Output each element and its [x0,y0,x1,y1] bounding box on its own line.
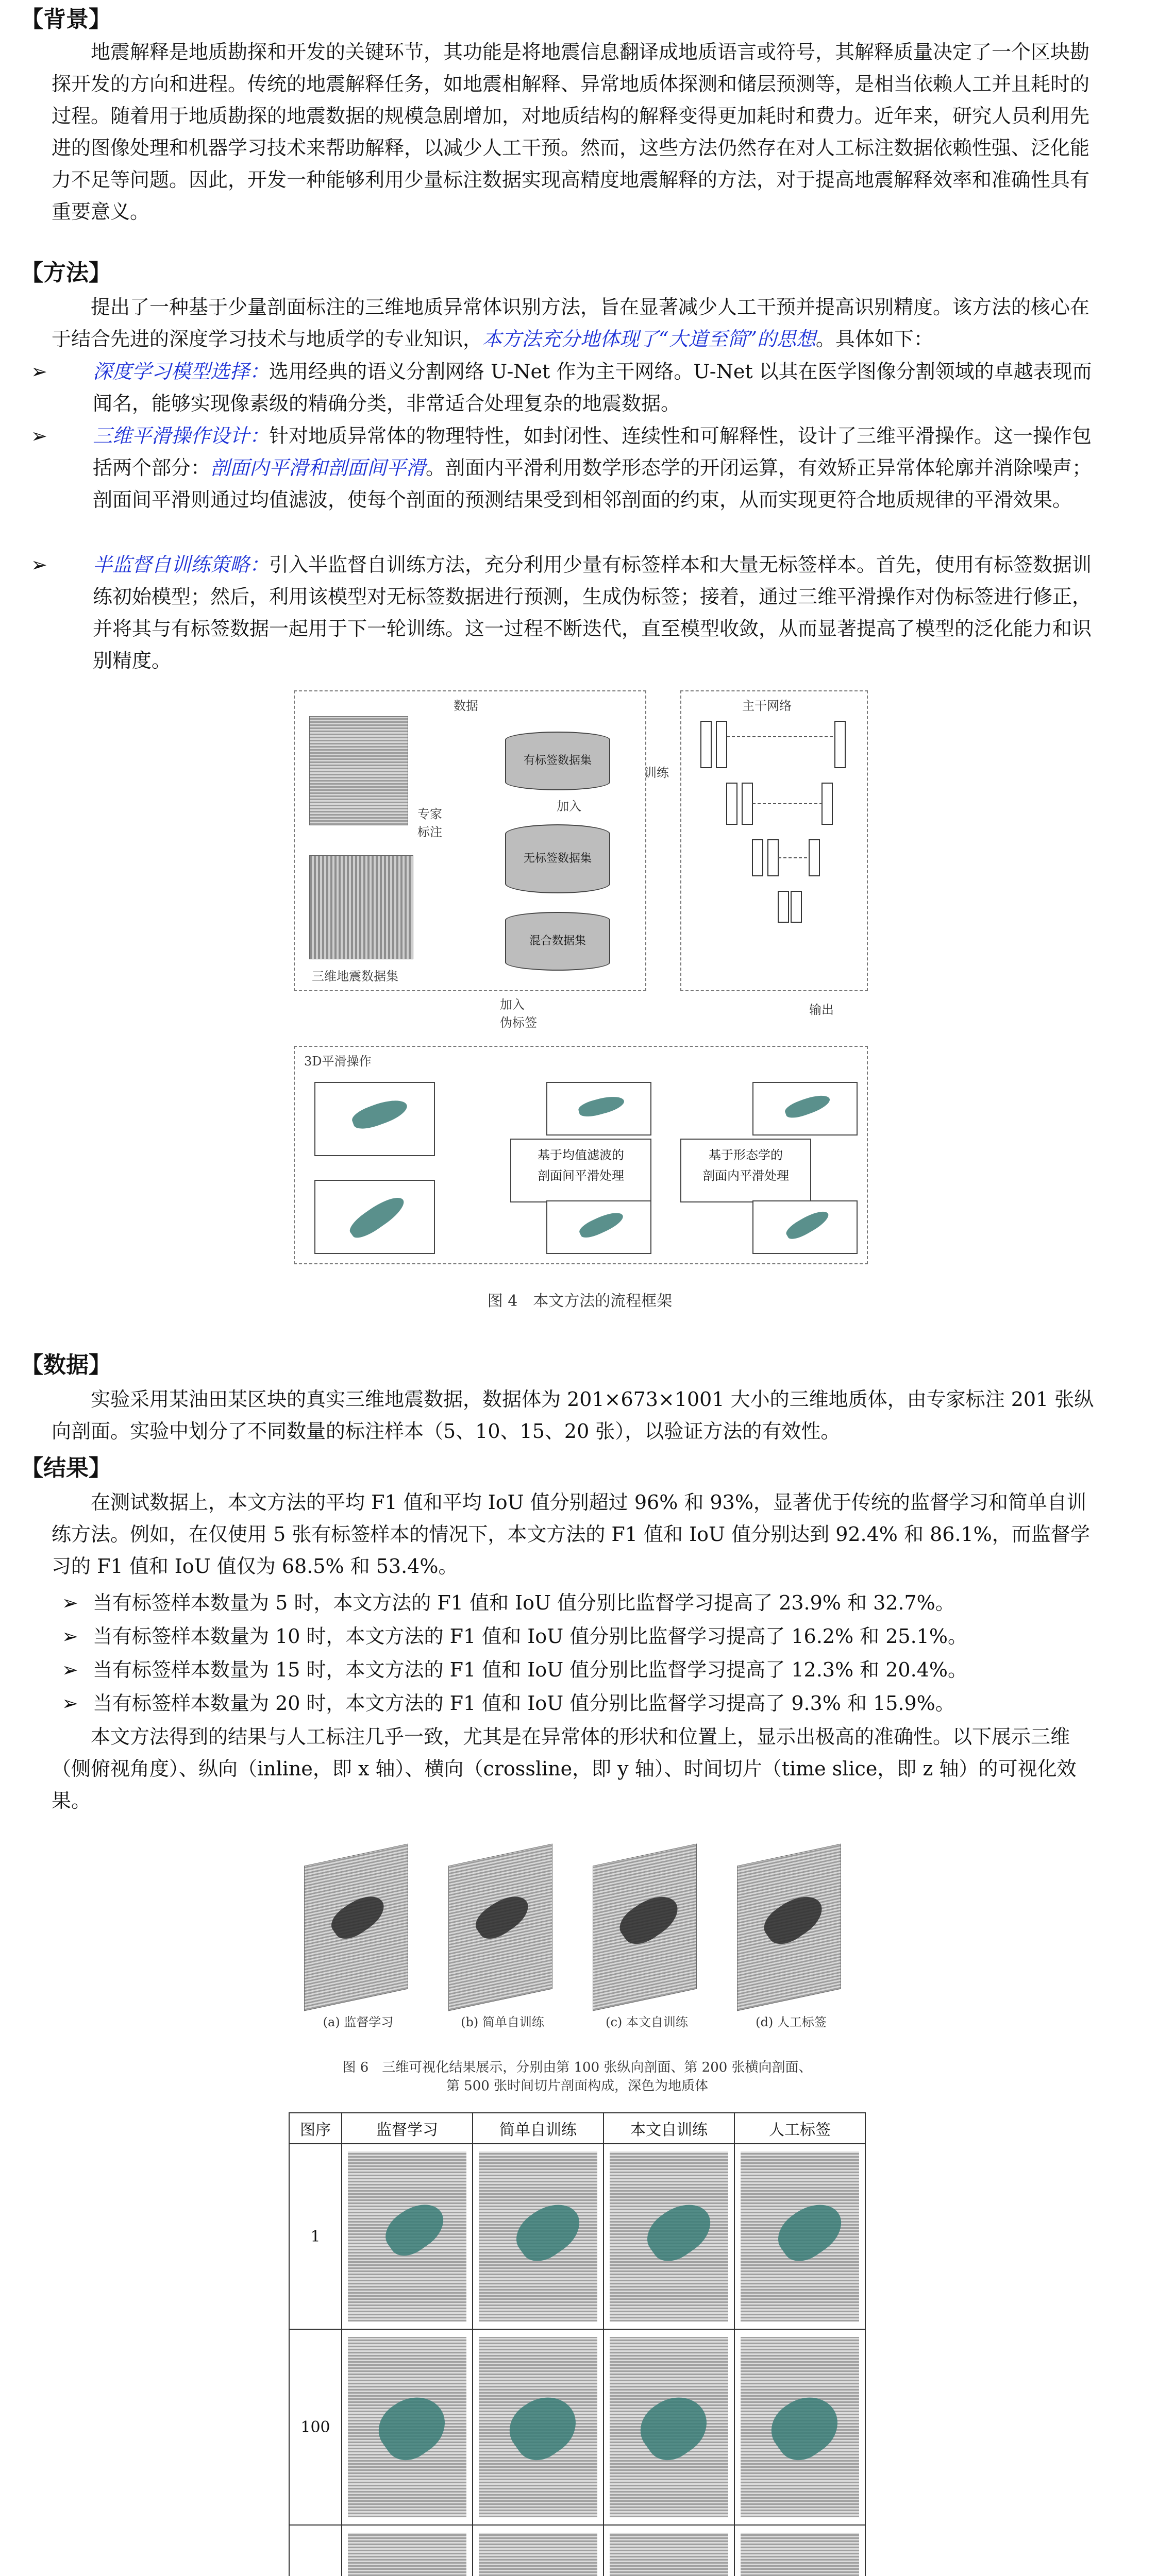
arrow-icon: ➢ [31,553,47,576]
arrow-icon: ➢ [31,360,47,383]
figure-6 [289,1834,866,2056]
figure-6-caption: 图 6 三维可视化结果展示，分别由第 100 张纵向剖面、第 200 张横向剖面、 第 500 张时间切片剖面构成，深色为地质体 [342,2060,812,2094]
fig6-subcaption-a: (a) 监督学习 [323,2015,394,2029]
arrow-icon: ➢ [62,1692,78,1715]
table-row [289,2525,865,2576]
pred-box-4 [546,1200,651,1254]
results-bullet-2: ➢ 当有标签样本数量为 10 时，本文方法的 F1 值和 IoU 值分别比监督学习提高了 16.2% 和 25.1%。 [62,1620,1103,1652]
unlabeled-dataset: 无标签数据集 [505,824,610,893]
arrow-icon: ➢ [62,1658,78,1681]
fig9-header: 人工标签 [734,2113,865,2144]
arrow-icon: ➢ [31,425,47,447]
results-bullet-3: ➢ 当有标签样本数量为 15 时，本文方法的 F1 值和 IoU 值分别比监督学习提高了 12.3% 和 20.4%。 [62,1654,1103,1686]
fig6-panel-b [438,1844,567,2009]
seismic-slice [309,716,408,825]
expert-label: 专家 标注 [417,807,442,839]
fig6-panel-d [727,1844,856,2009]
figure-4-flowchart [289,685,871,1273]
add-label: 加入 [557,799,581,814]
method-bullet-3: ➢ 半监督自训练策略：引入半监督自训练方法，充分利用少量有标签样本和大量无标签样本。首先，使用有标签数据训练初始模型；然后，利用该模型对无标签数据进行预测，生成伪标签；接着，通过三维平滑操作对伪标签进行修正，并将其与有标签数据一起用于下一轮训练。这一过程不断迭代，直至模型收敛，从而显著提高了模型的泛化能力和识别精度。 [62,549,1103,676]
intra-slice-box: 基于形态学的 剖面内平滑处理 [680,1139,811,1202]
data-header: 【数据】 [21,1352,111,1378]
figure-9-table [289,2112,866,2576]
method-header: 【方法】 [21,260,111,286]
results-text-1: 在测试数据上，本文方法的平均 F1 值和平均 IoU 值分别超过 96% 和 93%，显著优于传统的监督学习和简单自训练方法。例如，在仅使用 5 张有标签样本的情况下，本文方法的 F1 值和 IoU 值分别达到 92.4% 和 86.1%，而监督学习的 F1 值和 IoU 值仅为 68.5% 和 53.4%。 [52,1491,1090,1578]
fig9-header: 简单自训练 [473,2113,603,2144]
add-pseudo-label: 加入 伪标签 [500,997,537,1030]
fig6-subcaption-d: (d) 人工标签 [756,2015,827,2029]
fig6-subcaption-c: (c) 本文自训练 [606,2015,688,2029]
arrow-icon: ➢ [62,1591,78,1614]
figure-4-caption: 图 4 本文方法的流程框架 [487,1292,673,1310]
table-row: 1 [289,2144,865,2329]
fig6-subcaption-b: (b) 简单自训练 [461,2015,544,2029]
highlight-text: 本方法充分地体现了“大道至简”的思想 [482,328,816,350]
unet-diagram [696,716,850,974]
fig6-panel-a [294,1844,423,2009]
method-bullet-1: ➢ 深度学习模型选择：选用经典的语义分割网络 U-Net 作为主干网络。U-Net 以其在医学图像分割领域的卓越表现而闻名，能够实现像素级的精确分类，非常适合处理复杂的地震数据。 [62,355,1103,419]
seismic-volume [309,855,413,959]
results-text-2: 本文方法得到的结果与人工标注几乎一致，尤其是在异常体的形状和位置上，显示出极高的准确性。以下展示三维（侧俯视角度）、纵向（inline，即 x 轴）、横向（crossline，即 y 轴）、时间切片（time slice，即 z 轴）的可视化效果。 [52,1725,1077,1812]
pred-box-6 [752,1200,858,1254]
results-bullet-1: ➢ 当有标签样本数量为 5 时，本文方法的 F1 值和 IoU 值分别比监督学习提高了 23.9% 和 32.7%。 [62,1587,1103,1619]
labeled-dataset: 有标签数据集 [505,732,610,790]
train-label: 训练 [644,766,669,780]
method-intro: 提出了一种基于少量剖面标注的三维地质异常体识别方法，旨在显著减少人工干预并提高识别精度。该方法的核心在于结合先进的深度学习技术与地质学的专业知识，本方法充分地体现了“大道至简”的思想。具体如下： [52,296,1090,350]
fig9-header: 本文自训练 [603,2113,734,2144]
arrow-icon: ➢ [62,1625,78,1648]
table-row: 100 [289,2329,865,2525]
smooth-label: 3D平滑操作 [304,1054,372,1069]
pred-box-5 [752,1082,858,1136]
data-label: 数据 [454,699,478,713]
fig9-header: 图序 [289,2113,342,2144]
background-header: 【背景】 [21,6,111,32]
method-bullet-2: ➢ 三维平滑操作设计：针对地质异常体的物理特性，如封闭性、连续性和可解释性，设计了三维平滑操作。这一操作包括两个部分：剖面内平滑和剖面间平滑。剖面内平滑利用数学形态学的开闭运算，有效矫正异常体轮廓并消除噪声；剖面间平滑则通过均值滤波，使每个剖面的预测结果受到相邻剖面的约束，从而实现更符合地质规律的平滑效果。 [62,420,1103,516]
output-label: 输出 [809,1003,834,1017]
inter-slice-box: 基于均值滤波的 剖面间平滑处理 [510,1139,651,1202]
fig6-panel-c [582,1844,711,2009]
volume-label: 三维地震数据集 [312,969,398,984]
mixed-dataset: 混合数据集 [505,912,610,971]
data-text: 实验采用某油田某区块的真实三维地震数据，数据体为 201×673×1001 大小的三维地质体，由专家标注 201 张纵向剖面。实验中划分了不同数量的标注样本（5、10、15、20 张），以验证方法的有效性。 [52,1388,1094,1443]
background-text: 地震解释是地质勘探和开发的关键环节，其功能是将地震信息翻译成地质语言或符号，其解释质量决定了一个区块勘探开发的方向和进程。传统的地震解释任务，如地震相解释、异常地质体探测和储层预测等，是相当依赖人工并且耗时的过程。随着用于地质勘探的地震数据的规模急剧增加，对地质结构的解释变得更加耗时和费力。近年来，研究人员利用先进的图像处理和机器学习技术来帮助解释，以减少人工干预。然而，这些方法仍然存在对人工标注数据依赖性强、泛化能力不足等问题。因此，开发一种能够利用少量标注数据实现高精度地震解释的方法，对于提高地震解释效率和准确性具有重要意义。 [52,41,1090,223]
pred-box-3 [546,1082,651,1136]
main-network-label: 主干网络 [742,699,792,713]
results-header: 【结果】 [21,1455,111,1481]
pred-box-1 [314,1082,435,1156]
fig9-header: 监督学习 [342,2113,473,2144]
results-bullet-4: ➢ 当有标签样本数量为 20 时，本文方法的 F1 值和 IoU 值分别比监督学习提高了 9.3% 和 15.9%。 [62,1687,1103,1719]
pred-box-2 [314,1180,435,1254]
